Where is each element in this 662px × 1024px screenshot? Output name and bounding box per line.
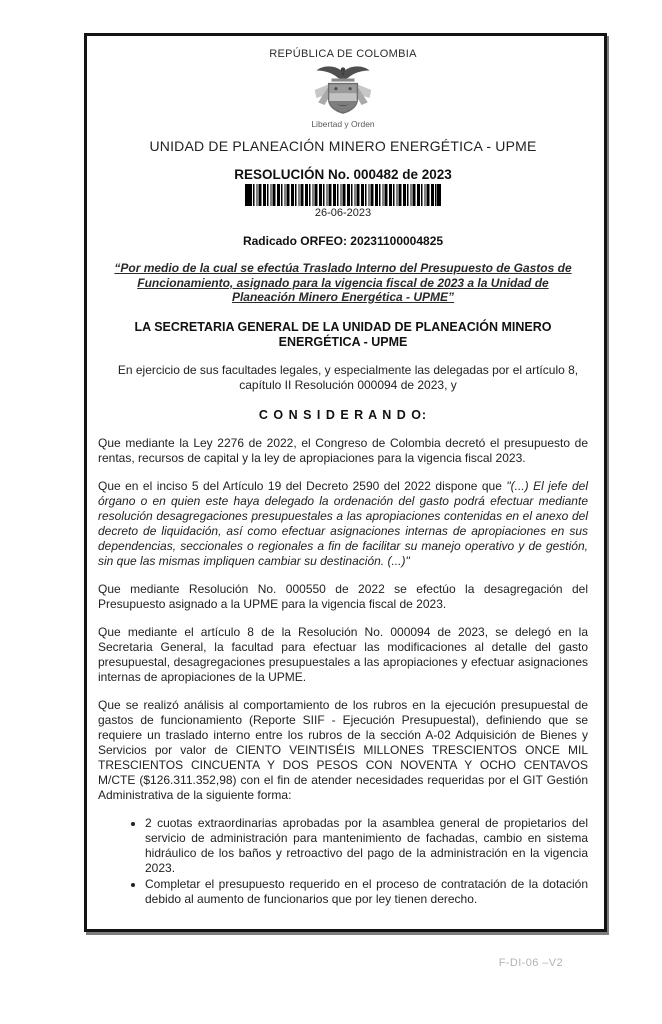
form-code-footer: F-DI-06 –V2 bbox=[498, 957, 563, 969]
barcode-date: 26-06-2023 bbox=[314, 207, 372, 219]
bullet-item-extraordinary-fees: • 2 cuotas extraordinarias aprobadas por la asamblea general de propietarios del servicio de administración para mantenimiento de fachadas, cambio en sistema hidráulico de los baños y retroactivo del pago de la administración en la vigencia 2023. bbox=[145, 816, 588, 876]
barcode bbox=[245, 184, 441, 206]
needs-bullet-list bbox=[98, 816, 588, 907]
legal-faculties-text: En ejercicio de sus facultades legales, y especialmente las delegadas por el artículo 8, capítulo II Resolución 000094 de 2023, y bbox=[117, 362, 579, 392]
document-border-frame bbox=[84, 33, 607, 932]
colombia-coat-of-arms-icon bbox=[312, 62, 374, 118]
document-body bbox=[87, 36, 604, 907]
consideration-paragraph-1: Que mediante la Ley 2276 de 2022, el Congreso de Colombia decretó el presupuesto de rentas, recursos de capital y la ley de apropiaciones para la vigencia fiscal 2023. bbox=[98, 435, 588, 465]
considerando-heading: C O N S I D E R A N D O: bbox=[258, 407, 428, 422]
republic-title: REPÚBLICA DE COLOMBIA bbox=[269, 48, 417, 60]
coat-of-arms-block bbox=[98, 62, 588, 129]
resolution-title: RESOLUCIÓN No. 000482 de 2023 bbox=[234, 167, 452, 182]
issuing-authority-heading: LA SECRETARIA GENERAL DE LA UNIDAD DE PLANEACIÓN MINERO ENERGÉTICA - UPME bbox=[134, 319, 552, 349]
radicado-orfeo: Radicado ORFEO: 20231100004825 bbox=[242, 234, 444, 248]
entity-name: UNIDAD DE PLANEACIÓN MINERO ENERGÉTICA - UPME bbox=[149, 138, 537, 154]
paragraph-2-intro: Que en el inciso 5 del Artículo 19 del Decreto 2590 del 2022 dispone que bbox=[98, 478, 507, 493]
consideration-paragraph-5: Que se realizó análisis al comportamiento de los rubros en la ejecución presupuestal de gastos de funcionamiento (Reporte SIIF - Ejecución Presupuestal), definiendo que se requiere un traslado interno entre los rubros de la sección A-02 Adquisición de Bienes y Servicios por valor de CIENTO VEINTISÉIS MILLONES TRESCIENTOS ONCE MIL TRESCIENTOS CINCUENTA Y DOS PESOS CON NOVENTA Y OCHO CENTAVOS M/CTE ($126.311.352,98) con el fin de atender necesidades requeridas por el GIT Gestión Administrativa de la siguiente forma: bbox=[98, 697, 588, 802]
bullet-item-staff-endowment: • Completar el presupuesto requerido en el proceso de contratación de la dotación debido al aumento de funcionarios que por ley tienen derecho. bbox=[145, 877, 588, 907]
consideration-paragraph-2 bbox=[98, 479, 588, 569]
paragraph-2-decree-quote: "(...) El jefe del órgano o en quien este haya delegado la ordenación del gasto podrá efectuar mediante resolución desagregaciones presupuestales a las apropiaciones contenidas en el anexo del decreto de liquidación, así como efectuar asignaciones internas de apropiaciones en sus dependencias, seccionales o regionales a fin de facilitar su manejo operativo y de gestión, sin que las mismas impliquen cambiar su destinación. (...)" bbox=[98, 478, 588, 568]
consideration-paragraph-4: Que mediante el artículo 8 de la Resolución No. 000094 de 2023, se delegó en la Secretaria General, la facultad para efectuar las modificaciones al detalle del gasto presupuestal, desagregaciones presupuestales a las apropiaciones y efectuar asignaciones internas de apropiaciones de la UPME. bbox=[98, 624, 588, 684]
consideration-paragraph-3: Que mediante Resolución No. 000550 de 2022 se efectúo la desagregación del Presupuesto asignado a la UPME para la vigencia fiscal de 2023. bbox=[98, 581, 588, 611]
resolution-subject-quote: “Por medio de la cual se efectúa Traslado Interno del Presupuesto de Gastos de Funcionamiento, asignado para la vigencia fiscal de 2023 a la Unidad de Planeación Minero Energética - UPME” bbox=[114, 261, 572, 304]
crest-motto: Libertad y Orden bbox=[311, 119, 375, 129]
